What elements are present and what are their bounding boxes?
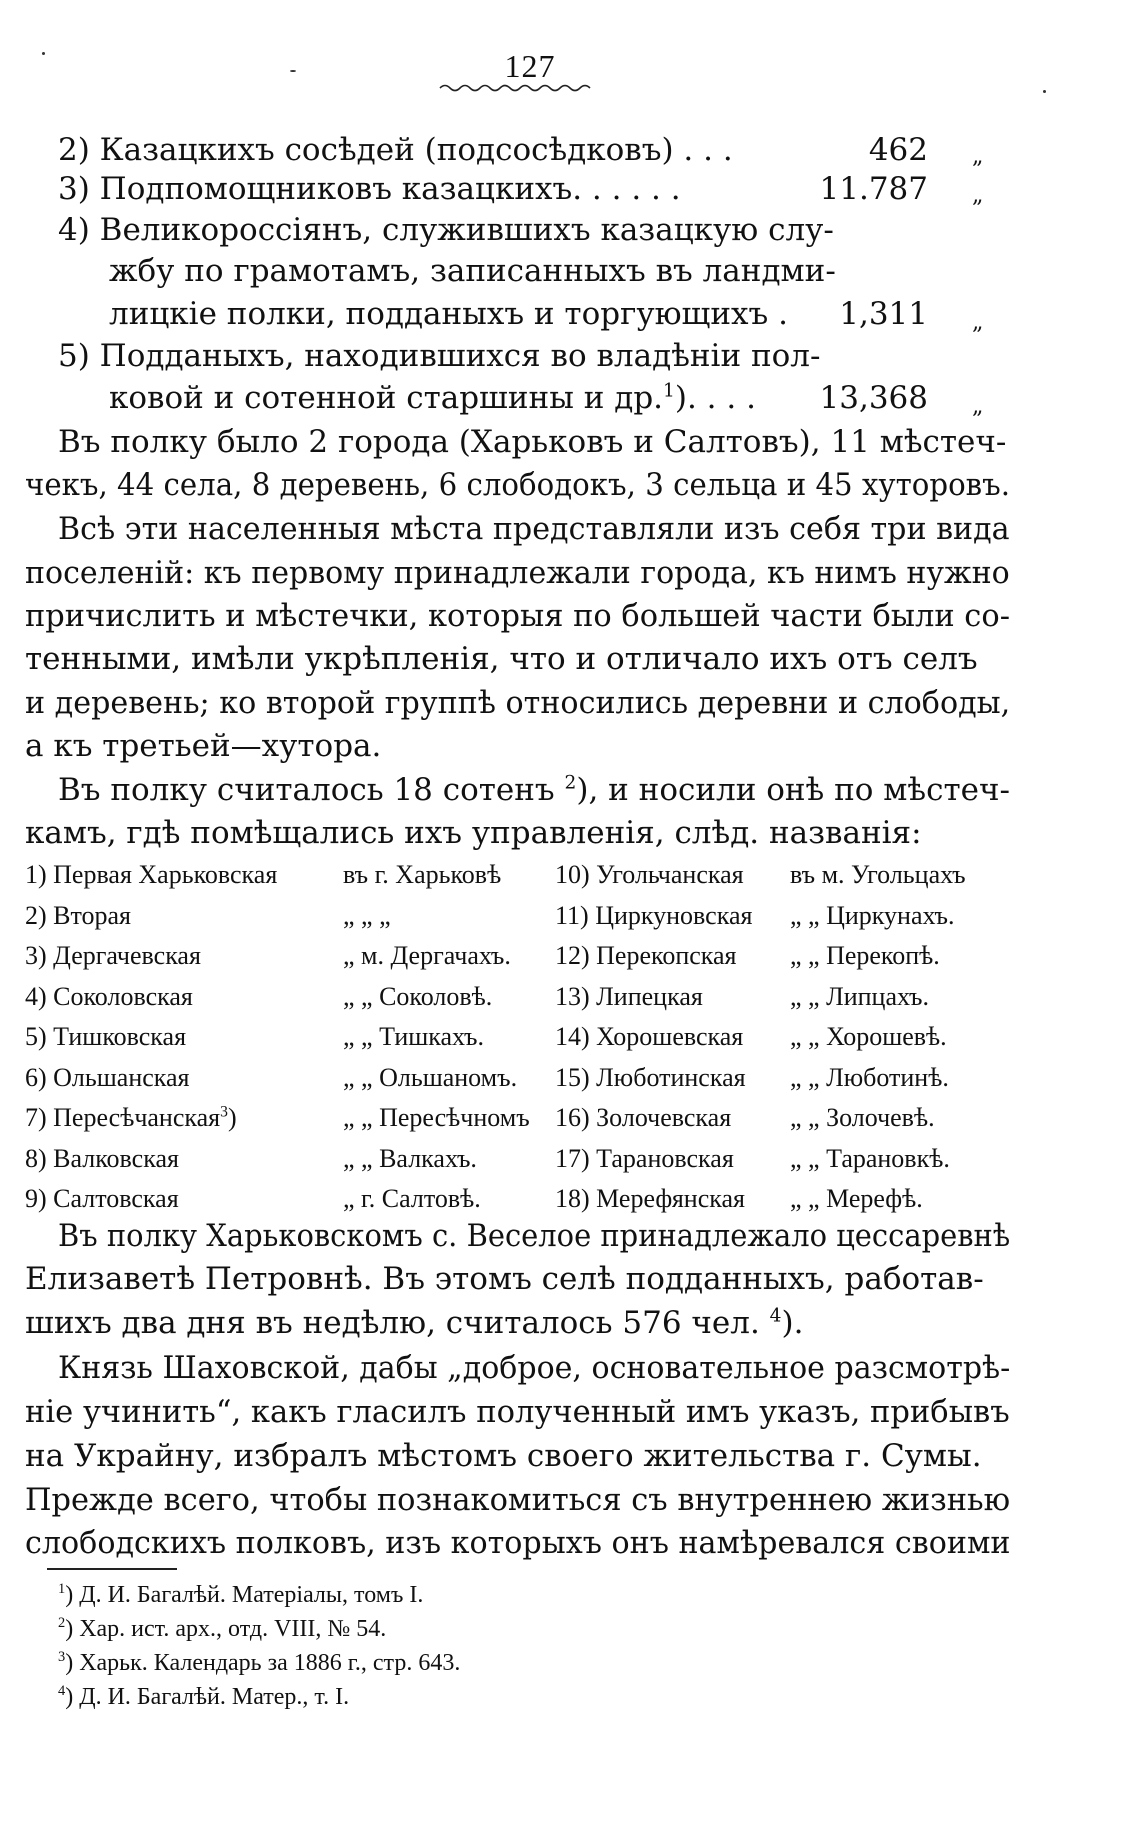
footnote: $^3$) Харьк. Календарь за 1886 г., стр. 643. [58,1649,461,1676]
paragraph-line: слободскихъ полковъ, изъ которыхъ онъ намѣревался своими [25,1525,1011,1561]
paragraph-line: на Украйну, избралъ мѣстомъ своего жительства г. Сумы. [25,1438,982,1474]
hundred-name: 10) Угольчанская [555,860,744,889]
paragraph-line: Въ полку было 2 города (Харьковъ и Салтовъ), 11 мѣстеч- [58,424,1007,460]
hundred-place: „ „ Тарановкѣ. [790,1144,950,1173]
stat-value: 462 [868,132,928,168]
paragraph-line: Въ полку Харьковскомъ с. Веселое принадлежало цессаревнѣ [58,1218,1011,1254]
hundred-place: „ „ Тишкахъ. [343,1022,484,1051]
stat-value: 1,311 [839,296,928,332]
stat-value: 13,368 [819,380,928,416]
paragraph-line: Князь Шаховской, дабы „доброе, основательное разсмотрѣ- [58,1350,1011,1386]
stat-line: ковой и сотенной старшины и др.$^1$). . . . [109,380,756,416]
hundred-name: 1) Первая Харьковская [25,860,278,889]
hundred-name: 17) Тарановская [555,1144,734,1173]
hundred-name: 8) Валковская [25,1144,179,1173]
hundred-place: „ м. Дергачахъ. [343,941,511,970]
paragraph-line: Прежде всего, чтобы познакомиться съ внутреннею жизнью [25,1482,1011,1518]
paragraph-line: поселеній: къ первому принадлежали города, къ нимъ нужно [25,555,1010,591]
hundred-place: „ „ Перекопѣ. [790,941,940,970]
hundred-place: „ „ Пересѣчномъ [343,1103,530,1132]
hundred-name: 13) Липецкая [555,982,703,1011]
hundred-place: „ „ Золочевѣ. [790,1103,935,1132]
hundred-name: 11) Циркуновская [555,901,753,930]
hundred-place: „ „ Люботинѣ. [790,1063,949,1092]
stat-line: 5) Подданыхъ, находившихся во владѣніи пол- [58,338,821,374]
hundred-name: 3) Дергачевская [25,941,201,970]
hundred-name: 7) Пересѣчанская$^3$) [25,1103,237,1132]
stat-unit: „ [972,394,984,419]
paragraph-line: тенными, имѣли укрѣпленія, что и отличало ихъ отъ селъ [25,641,978,677]
paragraph-line: а къ третьей—хутора. [25,728,382,764]
hundred-place: „ „ „ [343,901,391,930]
footnote-separator [47,1568,177,1570]
paragraph-line: шихъ два дня въ недѣлю, считалось 576 чел. $^4$). [25,1305,804,1341]
stat-unit: „ [972,183,984,208]
hundred-place: „ „ Ольшаномъ. [343,1063,518,1092]
hundred-place: „ г. Салтовѣ. [343,1184,481,1213]
hundred-place: „ „ Циркунахъ. [790,901,955,930]
hundred-name: 2) Вторая [25,901,132,930]
page-number-underline [438,82,598,94]
hundred-name: 16) Золочевская [555,1103,732,1132]
hundred-name: 4) Соколовская [25,982,193,1011]
hundred-place: „ „ Соколовѣ. [343,982,493,1011]
paragraph-line: Въ полку считалось 18 сотенъ $^2$), и носили онѣ по мѣстеч- [58,772,1010,808]
ink-speck [1043,90,1046,93]
stat-line: 4) Великороссіянъ, служившихъ казацкую слу- [58,212,834,248]
hundred-place: „ „ Валкахъ. [343,1144,477,1173]
hundred-name: 6) Ольшанская [25,1063,190,1092]
stat-line: 2) Казацкихъ сосѣдей (подсосѣдковъ) . . . [58,132,733,168]
hundred-place: въ м. Угольцахъ [790,860,966,889]
hundred-name: 15) Люботинская [555,1063,746,1092]
paragraph-line: причислить и мѣстечки, которыя по большей части были со- [25,598,1010,634]
paragraph-line: ніе учинить“, какъ гласилъ полученный имъ указъ, прибывъ [25,1394,1010,1430]
page-number: 127 [504,48,556,84]
hundred-place: „ „ Липцахъ. [790,982,929,1011]
paragraph-line: чекъ, 44 села, 8 деревень, 6 слободокъ, 3 сельца и 45 хуторовъ. [25,467,1011,503]
paragraph-line: и деревень; ко второй группѣ относились деревни и слободы, [25,685,1011,721]
hundred-name: 5) Тишковская [25,1022,187,1051]
footnote: $^4$) Д. И. Багалѣй. Матер., т. I. [58,1683,350,1710]
stat-value: 11.787 [819,171,928,207]
hundred-place: „ „ Хорошевѣ. [790,1022,947,1051]
hundred-name: 18) Мерефянская [555,1184,745,1213]
hundred-name: 12) Перекопская [555,941,737,970]
stat-unit: „ [972,310,984,335]
stat-unit: „ [972,144,984,169]
footnote: $^1$) Д. И. Багалѣй. Матеріалы, томъ I. [58,1581,424,1608]
paragraph-line: камъ, гдѣ помѣщались ихъ управленія, слѣд. названія: [25,815,922,851]
paragraph-line: Елизаветѣ Петровнѣ. Въ этомъ селѣ подданныхъ, работав- [25,1261,984,1297]
footnote: $^2$) Хар. ист. арх., отд. VIII, № 54. [58,1615,387,1642]
stat-line: 3) Подпомощниковъ казацкихъ. . . . . . [58,171,681,207]
stat-line: жбу по грамотамъ, записанныхъ въ ландми- [109,253,836,289]
hundred-name: 14) Хорошевская [555,1022,744,1051]
stat-line: лицкіе полки, подданыхъ и торгующихъ . [109,296,788,332]
hundred-name: 9) Салтовская [25,1184,179,1213]
paragraph-line: Всѣ эти населенныя мѣста представляли изъ себя три вида [58,511,1010,547]
hundred-place: „ „ Мерефѣ. [790,1184,923,1213]
hundred-place: въ г. Харьковѣ [343,860,502,889]
